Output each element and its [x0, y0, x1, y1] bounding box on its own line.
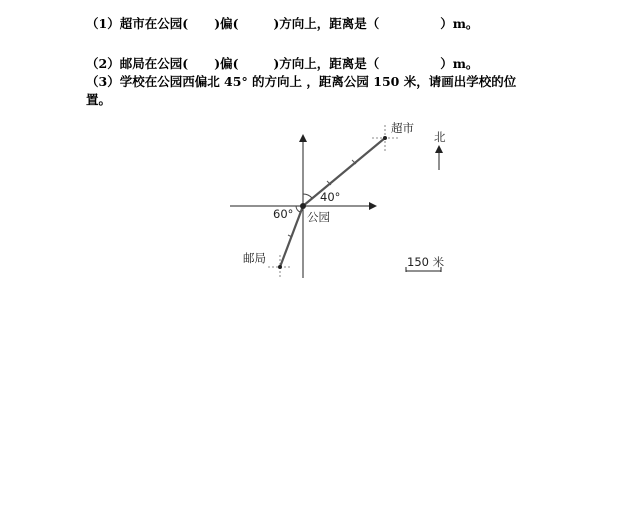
question-3-line-1: （3）学校在公园西偏北 45° 的方向上 ，距离公园 150 米，请画出学校的位 — [86, 74, 517, 89]
question-1: （1）超市在公园( )偏( )方向上，距离是（ ）m。 — [86, 16, 479, 31]
supermarket-label: 超市 — [391, 121, 414, 135]
angle-40-label: 40° — [320, 190, 341, 204]
angle-arc-60 — [296, 206, 300, 212]
park-label: 公园 — [307, 210, 330, 224]
post-office-label: 邮局 — [243, 251, 266, 265]
supermarket-point — [383, 136, 387, 140]
scale-label: 150 米 — [407, 255, 445, 269]
park-point — [300, 203, 306, 209]
question-2: （2）邮局在公园( )偏( )方向上，距离是（ ）m。 — [86, 56, 479, 71]
angle-arc-40 — [303, 194, 312, 198]
question-3-line-2: 置。 — [86, 92, 112, 107]
post-office-point — [278, 265, 282, 269]
north-label: 北 — [434, 130, 446, 144]
supermarket-segment — [303, 138, 385, 206]
angle-60-label: 60° — [273, 207, 294, 221]
